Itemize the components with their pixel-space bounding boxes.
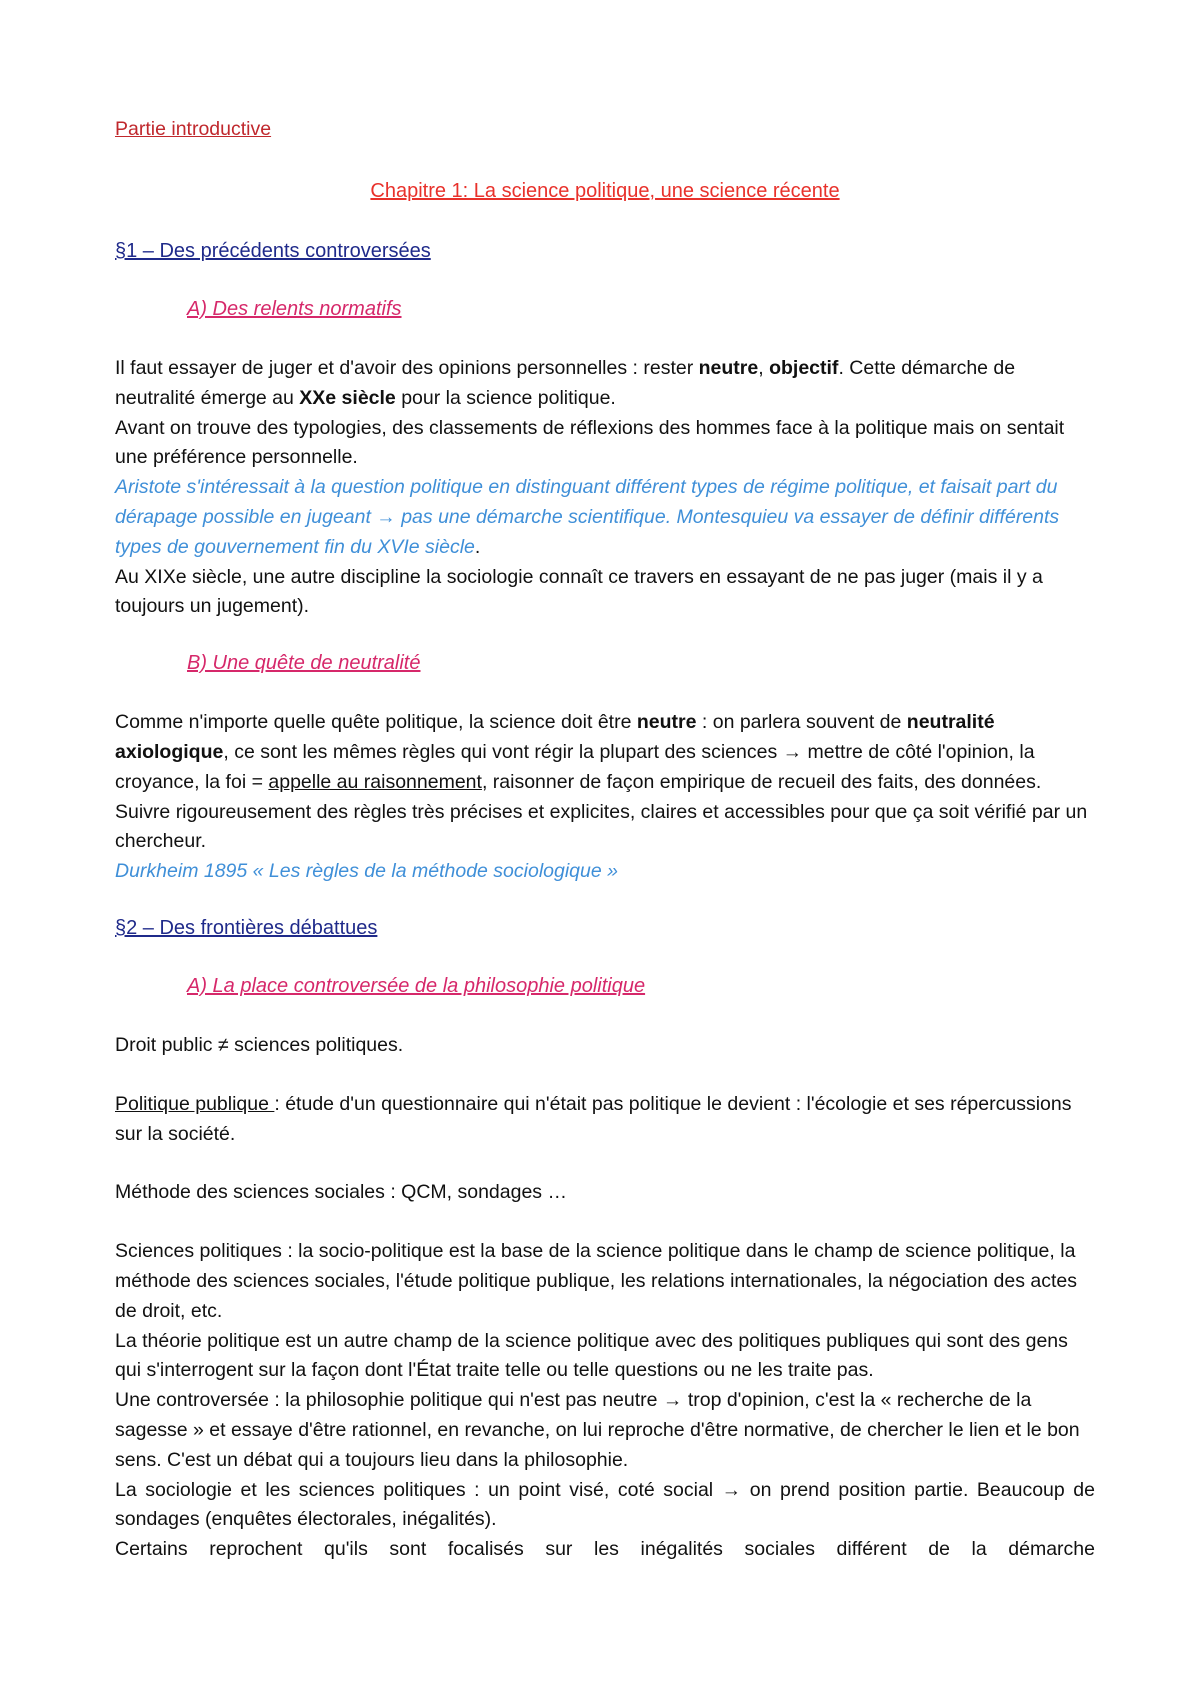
- section-1-title: §1 – Des précédents controversées: [115, 240, 431, 262]
- text-run: . Cette démarche de neutralité émerge au: [115, 357, 1016, 409]
- bold-term: objectif: [769, 357, 839, 379]
- paragraph-methode: Méthode des sciences sociales : QCM, sondages …: [115, 1181, 567, 1204]
- paragraph-typologies: Avant on trouve des typologies, des classements de réflexions des hommes face à la politique mais on sentait une préférence personnelle.: [115, 416, 1065, 469]
- paragraph-sociologie: Au XIXe siècle, une autre discipline la sociologie connaît ce travers en essayant de ne pas juger (mais il y a toujours un jugement).: [115, 565, 1043, 618]
- paragraph-controverse: Une controversée : la philosophie politique qui n'est pas neutre → trop d'opinion, c'est la « recherche de la sagesse » et essaye d'être rationnel, en revanche, on lui reproche d'être normative, de chercher le lien et le bon sens. C'est un débat qui a toujours lieu dans la philosophie.: [115, 1389, 1080, 1471]
- subsection-a2-title: A) La place controversée de la philosophie politique: [187, 974, 646, 997]
- underlined-term: Politique publique: [115, 1092, 275, 1115]
- text-run: ,: [758, 357, 770, 379]
- bold-term: neutre: [698, 357, 759, 379]
- paragraph-sciences-politiques: Sciences politiques : la socio-politique est la base de la science politique dans le champ de science politique, la méthode des sciences sociales, l'étude politique publique, les relations internationales, la négociation des actes de droit, etc.: [115, 1240, 1077, 1322]
- paragraph-politique-publique: [115, 1090, 1095, 1150]
- durkheim-reference: Durkheim 1895 « Les règles de la méthode sociologique »: [115, 860, 618, 883]
- paragraph-droit-public: Droit public ≠ sciences politiques.: [115, 1033, 404, 1056]
- bold-term: neutre: [636, 711, 697, 734]
- intro-heading: Partie introductive: [115, 118, 272, 140]
- paragraph-sociologie-sp: La sociologie et les sciences politiques : un point visé, coté social → on prend position partie. Beaucoup de sondages (enquêtes électorales, inégalités).: [115, 1478, 1095, 1531]
- document-page: [115, 114, 1095, 1565]
- text-run: , raisonner de façon empirique de recueil des faits, des données. Suivre rigoureusement des règles très précises et explicites, claires et accessibles pour que ça soit vérifié par un chercheur.: [115, 770, 1088, 853]
- text-run: , ce sont les mêmes règles qui vont régir la plupart des sciences → mettre de côté l'opinion, la croyance, la foi =: [115, 740, 1035, 793]
- text-run: pour la science politique.: [395, 386, 616, 409]
- bold-term: XXe siècle: [299, 386, 396, 409]
- paragraph-theorie: La théorie politique est un autre champ de la science politique avec des politiques publiques qui sont des gens qui s'interrogent sur la façon dont l'État traite telle ou telle questions ou ne les traite pas.: [115, 1329, 1068, 1382]
- paragraph-neutralite: [115, 354, 1095, 414]
- bold-term: neutralité axiologique: [115, 711, 995, 763]
- paragraph-certains: Certains reprochent qu'ils sont focalisés sur les inégalités sociales différent de la démarche: [115, 1538, 1095, 1561]
- subsection-a-title: A) Des relents normatifs: [187, 298, 402, 320]
- subsection-b-title: B) Une quête de neutralité: [187, 652, 421, 675]
- text-run: : étude d'un questionnaire qui n'était pas politique le devient : l'écologie et ses répercussions sur la société.: [115, 1092, 1072, 1145]
- chapter-title: Chapitre 1: La science politique, une science récente: [370, 180, 840, 202]
- underlined-term: appelle au raisonnement: [268, 770, 482, 793]
- section-2-title: §2 – Des frontières débattues: [115, 916, 378, 939]
- text-run: .: [474, 535, 481, 558]
- paragraph-quete: [115, 708, 1095, 857]
- paragraph-aristote: [115, 473, 1095, 562]
- text-run: Comme n'importe quelle quête politique, la science doit être: [115, 711, 637, 734]
- blue-italic-note: Aristote s'intéressait à la question politique en distinguant différent types de régime politique, et faisait part du dérapage possible en jugeant → pas une démarche scientifique. Montesquieu va essayer de définir différents types de gouvernement fin du XVIe siècle: [115, 476, 1060, 558]
- text-run: Il faut essayer de juger et d'avoir des opinions personnelles : rester: [115, 357, 699, 379]
- text-run: : on parlera souvent de: [696, 711, 907, 734]
